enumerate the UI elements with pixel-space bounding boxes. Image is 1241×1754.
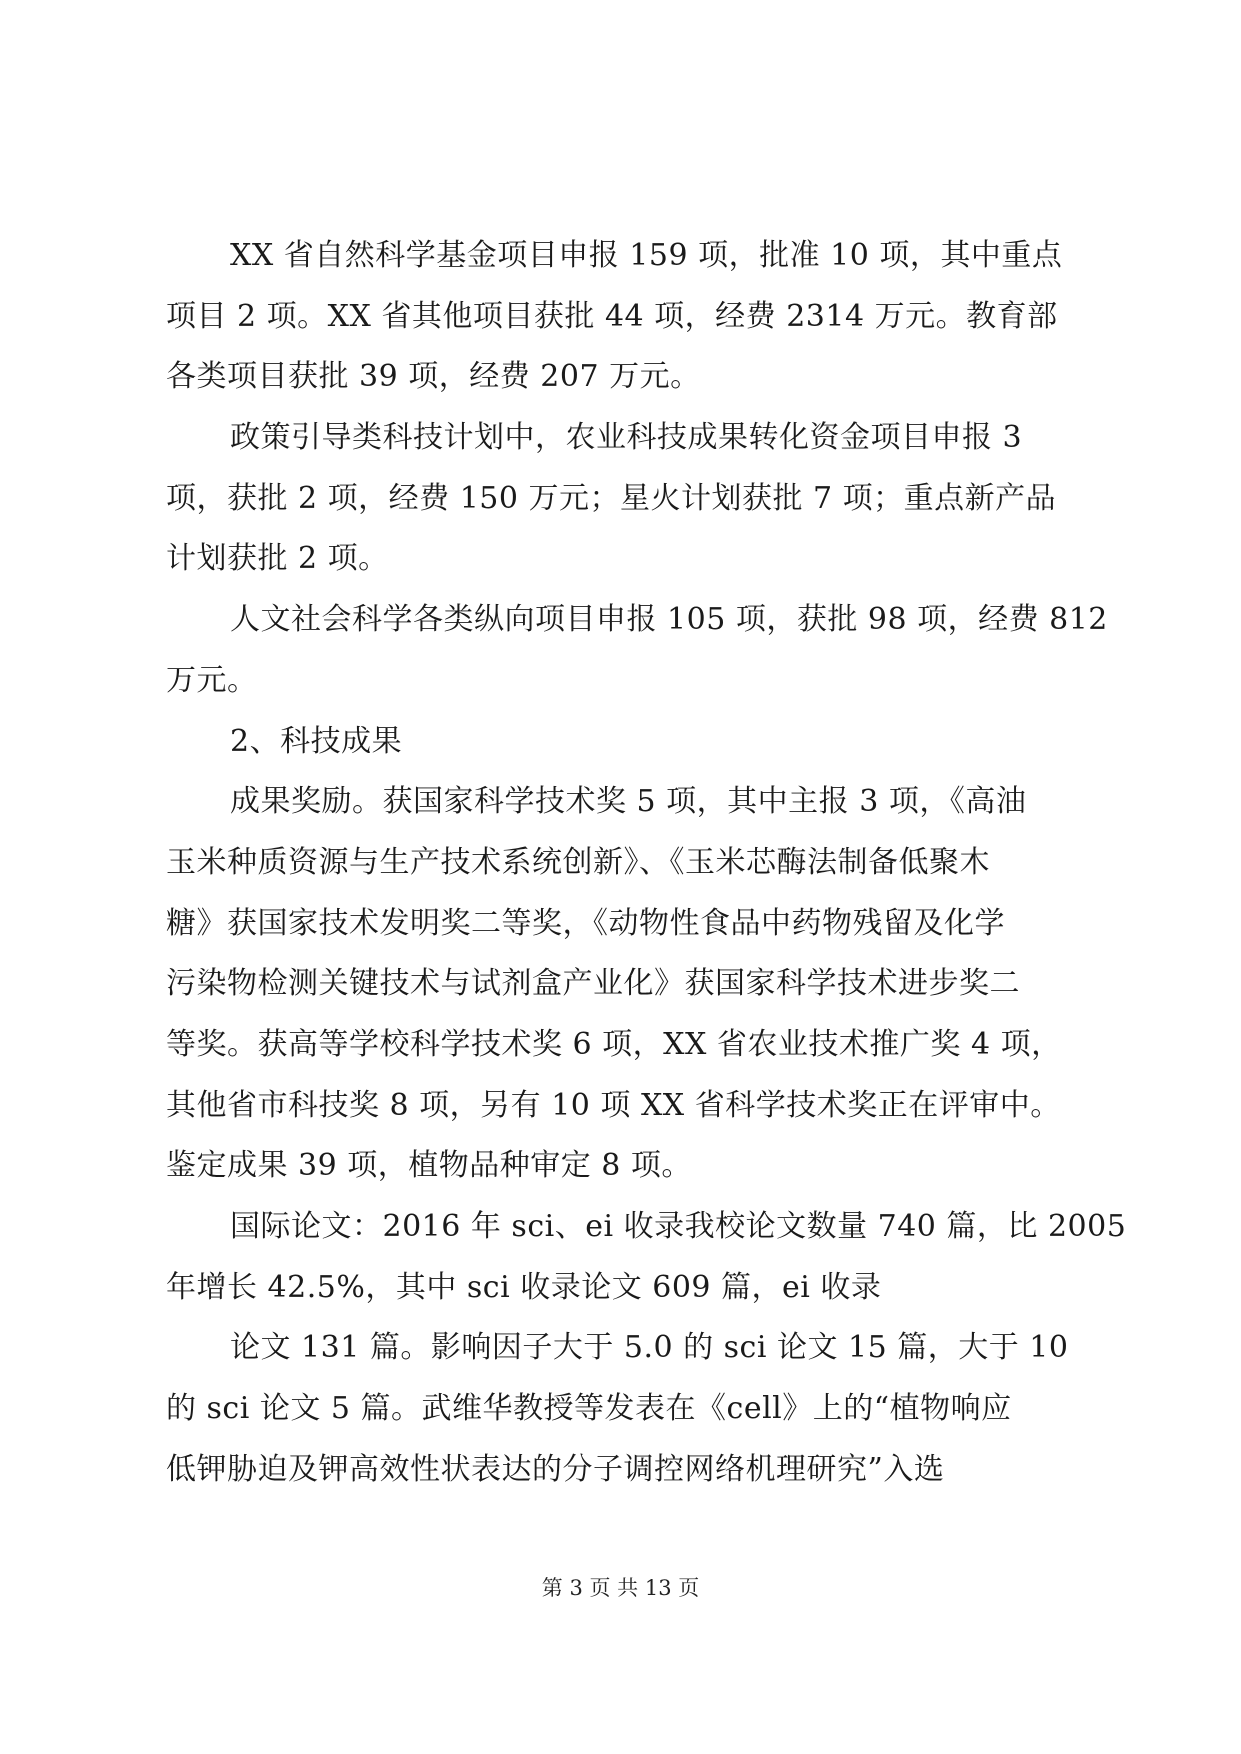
text-line: 等奖。获高等学校科学技术奖 6 项，XX 省农业技术推广奖 4 项， [166,1026,1062,1062]
text-line: 糖》获国家技术发明奖二等奖，《动物性食品中药物残留及化学 [166,905,1005,941]
text-line: 污染物检测关键技术与试剂盒产业化》获国家科学技术进步奖二 [166,966,1020,1002]
text-line: 年增长 42.5%，其中 sci 收录论文 609 篇，ei 收录 [166,1269,882,1305]
text-line: 万元。 [166,662,258,698]
text-line: 各类项目获批 39 项，经费 207 万元。 [166,359,701,395]
text-line: 项目 2 项。XX 省其他项目获批 44 项，经费 2314 万元。教育部 [166,298,1058,334]
section-heading: 2、科技成果 [230,723,403,759]
document-body [166,226,1127,1500]
text-line: 国际论文：2016 年 sci、ei 收录我校论文数量 740 篇，比 2005 [230,1209,1127,1244]
text-line: 其他省市科技奖 8 项，另有 10 项 XX 省科学技术奖正在评审中。 [166,1087,1061,1123]
text-line: 项，获批 2 项，经费 150 万元；星火计划获批 7 项；重点新产品 [166,480,1057,516]
text-line: 成果奖励。获国家科学技术奖 5 项，其中主报 3 项，《高油 [230,784,1027,820]
text-line: 的 sci 论文 5 篇。武维华教授等发表在《cell》上的“植物响应 [166,1391,1012,1427]
text-line: XX 省自然科学基金项目申报 159 项，批准 10 项，其中重点 [230,238,1063,273]
text-line: 人文社会科学各类纵向项目申报 105 项，获批 98 项，经费 812 [230,602,1108,638]
text-line: 低钾胁迫及钾高效性状表达的分子调控网络机理研究”入选 [166,1451,945,1487]
page-footer [0,1572,1241,1602]
page-number: 第 3 页 共 13 页 [541,1576,700,1600]
text-line: 鉴定成果 39 项，植物品种审定 8 项。 [166,1148,692,1184]
text-line: 玉米种质资源与生产技术系统创新》、《玉米芯酶法制备低聚木 [166,844,990,880]
text-line: 政策引导类科技计划中，农业科技成果转化资金项目申报 3 [230,420,1023,456]
text-line: 论文 131 篇。影响因子大于 5.0 的 sci 论文 15 篇，大于 10 [230,1330,1069,1366]
text-line: 计划获批 2 项。 [166,541,389,577]
